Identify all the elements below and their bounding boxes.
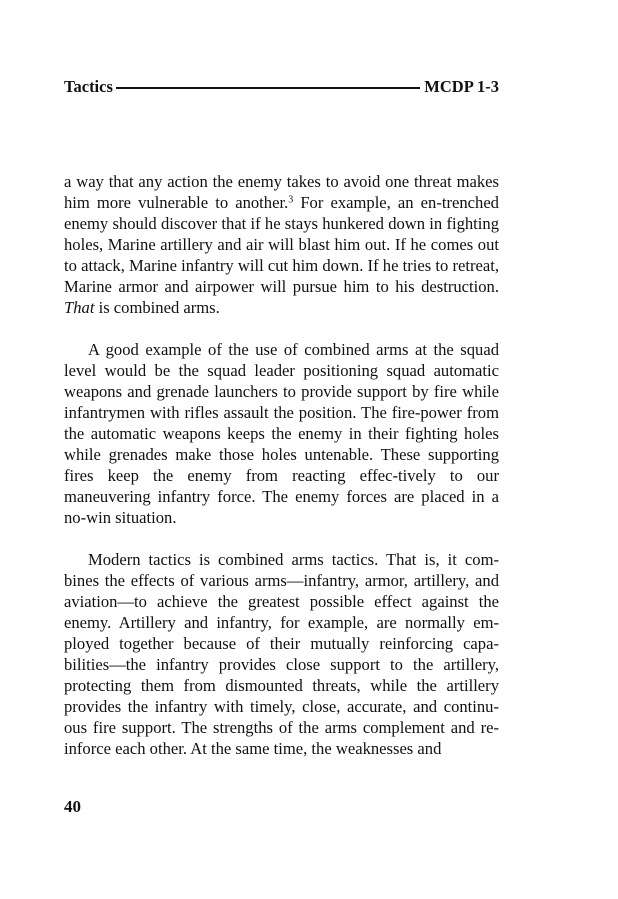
page-number: 40	[64, 797, 81, 816]
emphasized-word: That	[64, 298, 95, 317]
page-body	[64, 171, 499, 780]
paragraph-3: Modern tactics is combined arms tactics. That is, it com-bines the effects of various arms—infantry, armor, artillery, and aviation—to achieve the greatest possible effect against the enemy. Artillery and infantry, for example, are normally em-ployed together because of their mutually reinforcing capa-bilities—the infantry provides close support to the artillery, protecting them from dismounted threats, while the artillery provides the infantry with timely, close, accurate, and continu-ous fire support. The strengths of the arms complement and re-inforce each other. At the same time, the weaknesses and	[64, 550, 499, 758]
header-rule	[116, 87, 420, 89]
paragraph-1	[64, 171, 499, 318]
paragraph-2: A good example of the use of combined arms at the squad level would be the squad leader positioning squad automatic weapons and grenade launchers to provide support by fire while infantrymen with rifles assault the position. The fire-power from the automatic weapons keeps the enemy in their fighting holes while grenades make those holes untenable. These supporting fires keep the enemy from reacting effec-tively to our maneuvering infantry force. The enemy forces are placed in a no-win situation.	[64, 340, 499, 527]
running-header	[64, 76, 499, 98]
footnote-reference: 3	[288, 194, 294, 206]
header-publication-id: MCDP 1-3	[424, 77, 499, 96]
header-section-title: Tactics	[64, 77, 113, 96]
paragraph-1-text-start: a way that any action the enemy takes to avoid one threat makes him more vulnerable to another.	[64, 172, 499, 212]
paragraph-1-text-middle: For example, an en-trenched enemy should discover that if he stays hunkered down in fighting holes, Marine artillery and air will blast him out. If he comes out to attack, Marine infantry will cut him down. If he tries to retreat, Marine armor and airpower will pursue him to his destruction.	[64, 193, 499, 296]
paragraph-1-text-end: is combined arms.	[94, 298, 220, 317]
